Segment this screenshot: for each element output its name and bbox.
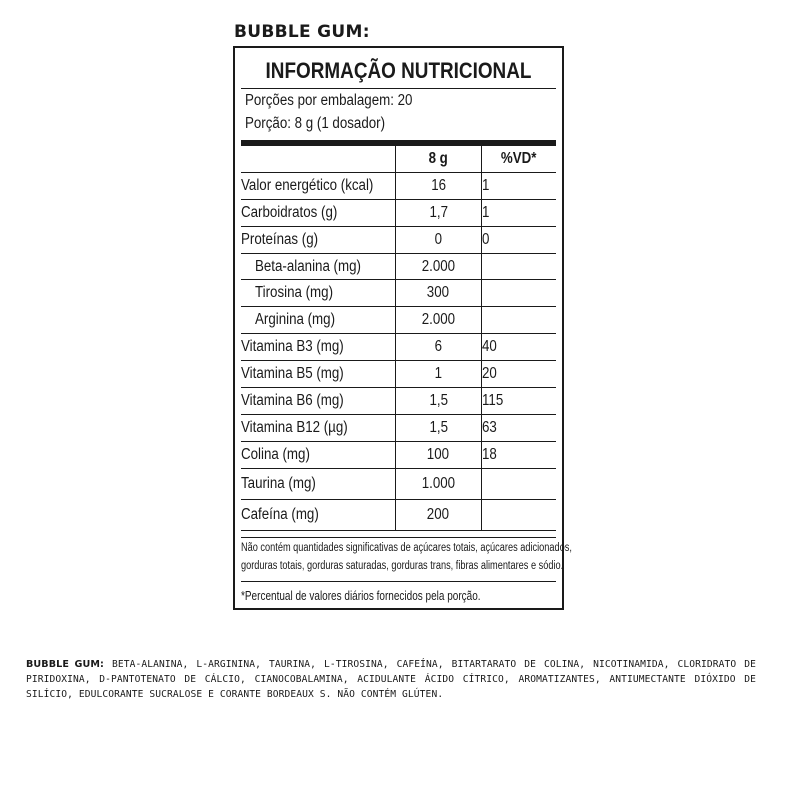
table-row bbox=[241, 415, 556, 442]
nutrient-amount: 1,5 bbox=[395, 415, 481, 442]
flavor-title: BUBBLE GUM: bbox=[234, 22, 370, 42]
table-row bbox=[241, 361, 556, 388]
nutrient-name: Cafeína (mg) bbox=[241, 500, 395, 531]
servings-per-package: Porções por embalagem: 20 bbox=[245, 92, 413, 109]
nutrient-name: Vitamina B3 (mg) bbox=[241, 334, 395, 361]
nutrient-name: Colina (mg) bbox=[241, 442, 395, 469]
nutrient-name: Vitamina B12 (µg) bbox=[241, 415, 395, 442]
serving-size: Porção: 8 g (1 dosador) bbox=[245, 115, 386, 132]
nutrient-amount: 6 bbox=[395, 334, 481, 361]
table-header-row bbox=[241, 146, 556, 173]
nutrient-amount: 200 bbox=[395, 500, 481, 531]
ingredients-text: BETA-ALANINA, L-ARGININA, TAURINA, L-TIROSINA, CAFEÍNA, BITARTARATO DE COLINA, NICOTINAMIDA, CLORIDRATO DE PIRIDOXINA, D-PANTOTENATO DE CÁLCIO, CIANOCOBALAMINA, ACIDULANTE ÁCIDO CÍTRICO, AROMATIZANTES, ANTIUMECTANTE DIÓXIDO DE SILÍCIO, EDULCORANTE SUCRALOSE E CORANTE BORDEAUX S. NÃO CONTÉM GLÚTEN. bbox=[26, 659, 756, 700]
nutrient-dv: 40 bbox=[481, 334, 556, 361]
table-row bbox=[241, 388, 556, 415]
table-row bbox=[241, 227, 556, 254]
nutrient-dv bbox=[481, 280, 556, 307]
nutrient-name: Vitamina B6 (mg) bbox=[241, 388, 395, 415]
header-name bbox=[241, 146, 395, 173]
nutrient-dv: 18 bbox=[481, 442, 556, 469]
table-row bbox=[241, 334, 556, 361]
table-row bbox=[241, 280, 556, 307]
nutrient-dv: 63 bbox=[481, 415, 556, 442]
nutrient-amount: 2.000 bbox=[395, 307, 481, 334]
nutrient-name: Beta-alanina (mg) bbox=[241, 254, 395, 280]
nutrient-amount: 100 bbox=[395, 442, 481, 469]
table-row bbox=[241, 442, 556, 469]
footnote-divider bbox=[241, 581, 556, 582]
ingredients-label: BUBBLE GUM: bbox=[26, 659, 104, 670]
nutrient-dv bbox=[481, 307, 556, 334]
nutrient-amount: 1 bbox=[395, 361, 481, 388]
nutrient-note bbox=[241, 539, 572, 575]
footnote: *Percentual de valores diários fornecidos pela porção. bbox=[241, 589, 481, 603]
table-row bbox=[241, 307, 556, 334]
header-dv: %VD* bbox=[481, 146, 556, 173]
nutrient-name: Proteínas (g) bbox=[241, 227, 395, 254]
nutrient-name: Tirosina (mg) bbox=[241, 280, 395, 307]
label-title: INFORMAÇÃO NUTRICIONAL bbox=[265, 58, 532, 83]
nutrient-dv bbox=[481, 500, 556, 531]
table-row bbox=[241, 200, 556, 227]
note-divider bbox=[241, 537, 556, 538]
nutrient-dv: 1 bbox=[481, 200, 556, 227]
nutrient-name: Taurina (mg) bbox=[241, 469, 395, 500]
nutrient-amount: 1,7 bbox=[395, 200, 481, 227]
nutrient-dv: 1 bbox=[481, 173, 556, 200]
nutrition-facts-label bbox=[233, 46, 572, 610]
nutrient-name: Vitamina B5 (mg) bbox=[241, 361, 395, 388]
note-line-1: Não contém quantidades significativas de açúcares totais, açúcares adicionados, bbox=[241, 542, 572, 554]
nutrient-name: Carboidratos (g) bbox=[241, 200, 395, 227]
nutrient-dv: 20 bbox=[481, 361, 556, 388]
title-divider bbox=[241, 88, 556, 89]
table-row bbox=[241, 500, 556, 531]
table-row bbox=[241, 173, 556, 200]
nutrient-name: Arginina (mg) bbox=[241, 307, 395, 334]
nutrient-amount: 16 bbox=[395, 173, 481, 200]
note-line-2: gorduras totais, gorduras saturadas, gorduras trans, fibras alimentares e sódio. bbox=[241, 560, 564, 572]
nutrient-amount: 2.000 bbox=[395, 254, 481, 280]
nutrient-amount: 1.000 bbox=[395, 469, 481, 500]
table-row bbox=[241, 254, 556, 280]
nutrient-dv bbox=[481, 254, 556, 280]
nutrition-table bbox=[241, 145, 556, 531]
nutrient-amount: 1,5 bbox=[395, 388, 481, 415]
ingredients-list bbox=[26, 657, 756, 702]
nutrient-dv: 115 bbox=[481, 388, 556, 415]
nutrient-dv: 0 bbox=[481, 227, 556, 254]
nutrient-name: Valor energético (kcal) bbox=[241, 173, 395, 200]
nutrient-amount: 300 bbox=[395, 280, 481, 307]
nutrient-amount: 0 bbox=[395, 227, 481, 254]
header-amount: 8 g bbox=[395, 146, 481, 173]
nutrient-dv bbox=[481, 469, 556, 500]
table-row bbox=[241, 469, 556, 500]
